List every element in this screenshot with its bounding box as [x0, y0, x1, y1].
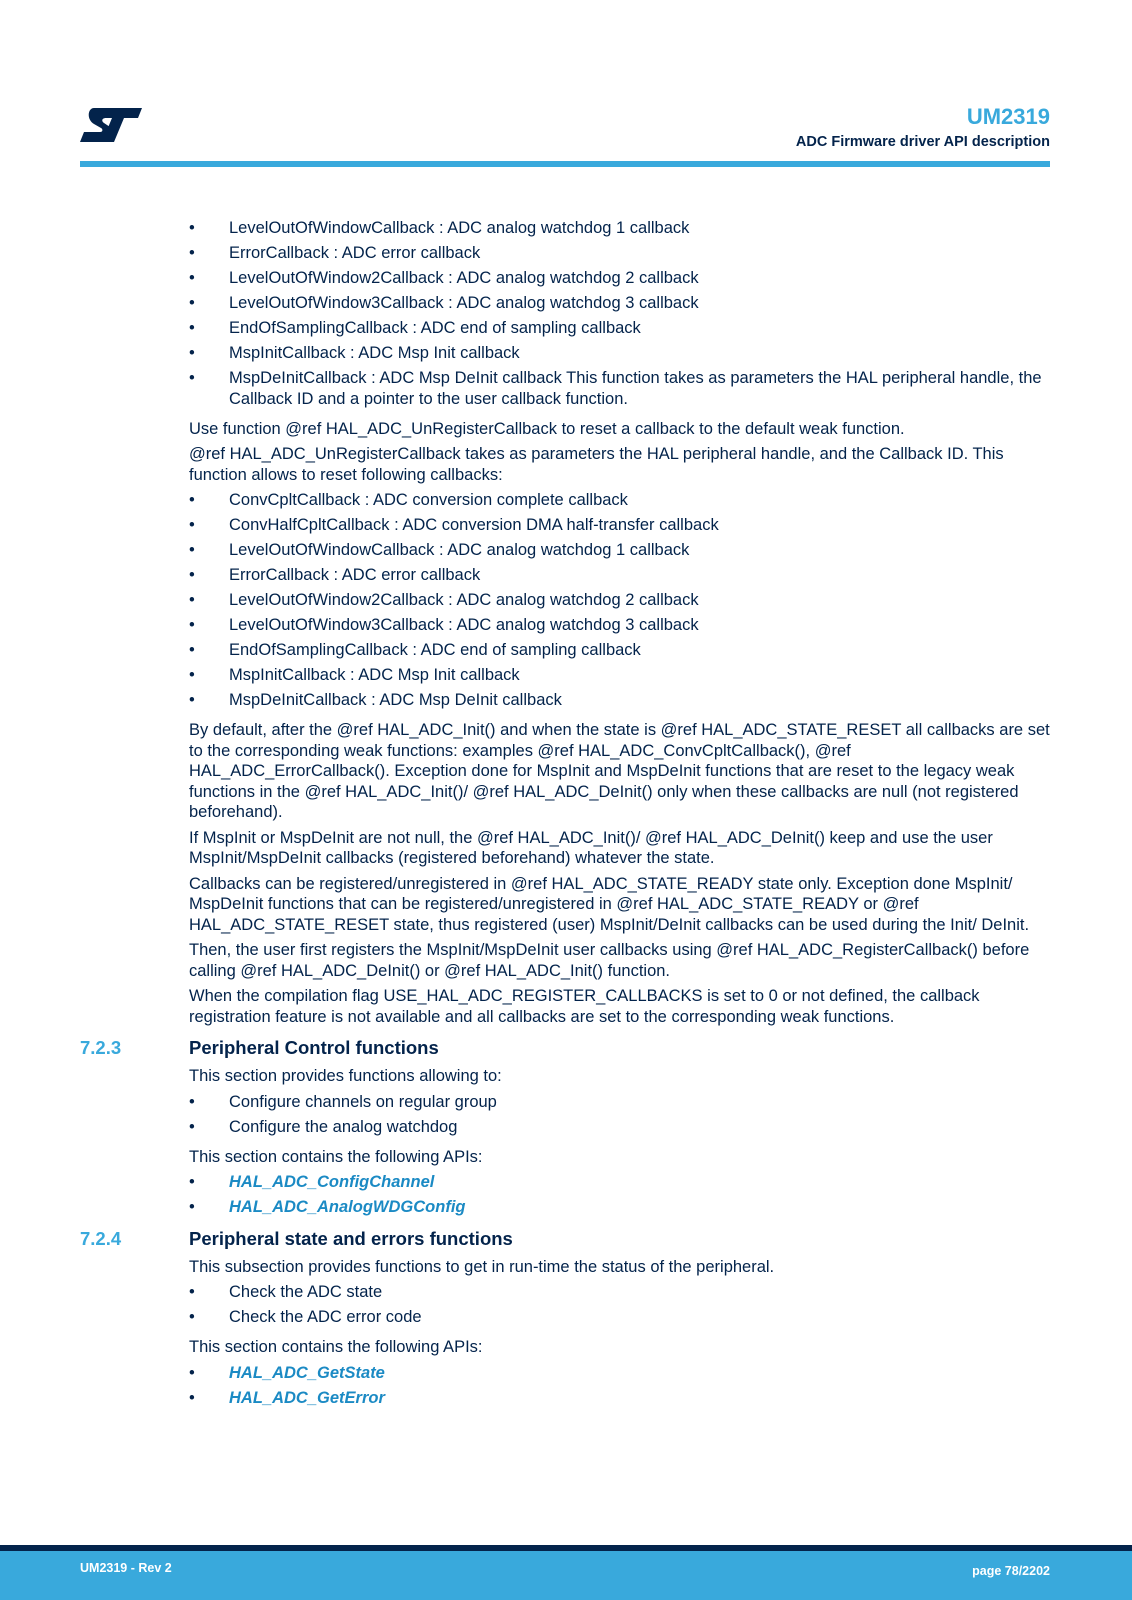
list-item: • ErrorCallback : ADC error callback	[189, 566, 481, 584]
bullet-icon: •	[189, 516, 195, 534]
api-link[interactable]: HAL_ADC_AnalogWDGConfig	[229, 1198, 466, 1216]
list-item: • MspDeInitCallback : ADC Msp DeInit callback	[189, 691, 562, 709]
section-number: 7.2.3	[80, 1037, 122, 1058]
paragraph: This subsection provides functions to get in run-time the status of the peripheral.	[189, 1257, 775, 1276]
st-logo-icon	[80, 106, 142, 144]
list-item: • EndOfSamplingCallback : ADC end of sampling callback	[189, 319, 641, 337]
paragraph: This section contains the following APIs:	[189, 1147, 483, 1166]
list-item: • LevelOutOfWindow3Callback : ADC analog watchdog 3 callback	[189, 294, 699, 312]
header-rule	[80, 161, 1050, 167]
api-link[interactable]: HAL_ADC_GetState	[229, 1363, 385, 1382]
list-item	[0, 1388, 1132, 1409]
list-item: • MspInitCallback : ADC Msp Init callback	[189, 666, 520, 684]
bullet-icon: •	[189, 369, 195, 387]
page-footer	[0, 1551, 1132, 1600]
bullet-icon: •	[189, 1117, 195, 1136]
paragraph: This section contains the following APIs:	[189, 1338, 483, 1356]
bullet-icon: •	[189, 219, 195, 237]
list-item: • LevelOutOfWindow2Callback : ADC analog watchdog 2 callback	[189, 269, 699, 287]
bullet-icon: •	[189, 541, 195, 559]
list-item: • ConvCpltCallback : ADC conversion complete callback	[189, 491, 628, 509]
bullet-icon: •	[189, 1198, 195, 1216]
list-item: • LevelOutOfWindow3Callback : ADC analog watchdog 3 callback	[189, 616, 699, 634]
page-content	[0, 218, 1132, 1413]
paragraph: Then, the user first registers the MspInit/MspDeInit user callbacks using @ref HAL_ADC_RegisterCallback() before calling @ref HAL_ADC_DeInit() or @ref HAL_ADC_Init() function.	[189, 941, 1030, 980]
section-number: 7.2.4	[80, 1227, 122, 1249]
list-item: • LevelOutOfWindowCallback : ADC analog watchdog 1 callback	[189, 541, 690, 559]
bullet-icon: •	[189, 1283, 195, 1301]
list-item: • Configure the analog watchdog	[189, 1117, 458, 1136]
list-item: • LevelOutOfWindow2Callback : ADC analog watchdog 2 callback	[189, 591, 699, 609]
bullet-icon: •	[189, 269, 195, 287]
list-item	[0, 1363, 1132, 1384]
paragraph: By default, after the @ref HAL_ADC_Init() and when the state is @ref HAL_ADC_STATE_RESET all callbacks are set to the corresponding weak functions: examples @ref HAL_ADC_ConvCpltCallback(), @ref HAL_ADC_ErrorCallback(). Exception done for MspInit and MspDeInit functions that are reset to the legacy weak functions in the @ref HAL_ADC_Init()/ @ref HAL_ADC_DeInit() only when these callbacks are null (not registered beforehand).	[189, 721, 1050, 821]
bullet-icon: •	[189, 319, 195, 337]
paragraph: When the compilation flag USE_HAL_ADC_REGISTER_CALLBACKS is set to 0 or not defined, the callback registration feature is not available and all callbacks are set to the corresponding weak functions.	[189, 987, 980, 1026]
section-title: Peripheral Control functions	[189, 1037, 439, 1058]
bullet-icon: •	[189, 1388, 195, 1407]
list-item: • MspDeInitCallback : ADC Msp DeInit callback This function takes as parameters the HAL peripheral handle, the Callback ID and a pointer to the user callback function.	[189, 369, 1042, 408]
paragraph: Use function @ref HAL_ADC_UnRegisterCallback to reset a callback to the default weak function.	[189, 419, 905, 438]
bullet-icon: •	[189, 1173, 195, 1191]
bullet-icon: •	[189, 1308, 195, 1326]
bullet-icon: •	[189, 566, 195, 584]
list-item: • EndOfSamplingCallback : ADC end of sampling callback	[189, 641, 641, 659]
section-heading-7-2-4	[0, 1227, 1132, 1251]
list-item: • LevelOutOfWindowCallback : ADC analog watchdog 1 callback	[189, 219, 690, 237]
list-item: • Check the ADC error code	[189, 1308, 422, 1326]
document-id: UM2319	[966, 104, 1050, 129]
list-item: • ErrorCallback : ADC error callback	[189, 244, 481, 262]
bullet-icon: •	[189, 294, 195, 312]
section-title: Peripheral state and errors functions	[189, 1227, 513, 1249]
paragraph: @ref HAL_ADC_UnRegisterCallback takes as parameters the HAL peripheral handle, and the Callback ID. This function allows to reset following callbacks:	[189, 445, 1004, 484]
bullet-icon: •	[189, 591, 195, 609]
list-item	[0, 1197, 1132, 1218]
list-item	[0, 1172, 1132, 1193]
paragraph: If MspInit or MspDeInit are not null, the @ref HAL_ADC_Init()/ @ref HAL_ADC_DeInit() keep and use the user MspInit/MspDeInit callbacks (registered beforehand) whatever the state.	[189, 828, 993, 867]
bullet-icon: •	[189, 1092, 195, 1111]
bullet-icon: •	[189, 1363, 195, 1382]
paragraph: Callbacks can be registered/unregistered in @ref HAL_ADC_STATE_READY state only. Exception done MspInit/ MspDeInit functions that can be registered/unregistered in @ref HAL_ADC_STATE_READY or @ref HAL_ADC_STATE_RESET state, thus registered (user) MspInit/DeInit callbacks can be used during the Init/ DeInit.	[189, 874, 1030, 934]
api-link[interactable]: HAL_ADC_GetError	[229, 1388, 385, 1407]
bullet-icon: •	[189, 616, 195, 634]
list-item: • ConvHalfCpltCallback : ADC conversion DMA half-transfer callback	[189, 516, 719, 534]
bullet-icon: •	[189, 691, 195, 709]
paragraph: This section provides functions allowing to:	[189, 1067, 502, 1085]
bullet-icon: •	[189, 344, 195, 362]
bullet-icon: •	[189, 641, 195, 659]
bullet-icon: •	[189, 666, 195, 684]
list-item: • MspInitCallback : ADC Msp Init callback	[189, 344, 520, 362]
bullet-icon: •	[189, 491, 195, 509]
footer-page-number: page 78/2202	[972, 1564, 1050, 1578]
document-subtitle: ADC Firmware driver API description	[795, 134, 1050, 150]
bullet-icon: •	[189, 244, 195, 262]
footer-revision: UM2319 - Rev 2	[80, 1561, 172, 1575]
list-item: • Check the ADC state	[189, 1283, 383, 1301]
list-item: • Configure channels on regular group	[189, 1092, 497, 1111]
api-link[interactable]: HAL_ADC_ConfigChannel	[229, 1173, 435, 1191]
section-heading-7-2-3	[0, 1036, 1132, 1060]
